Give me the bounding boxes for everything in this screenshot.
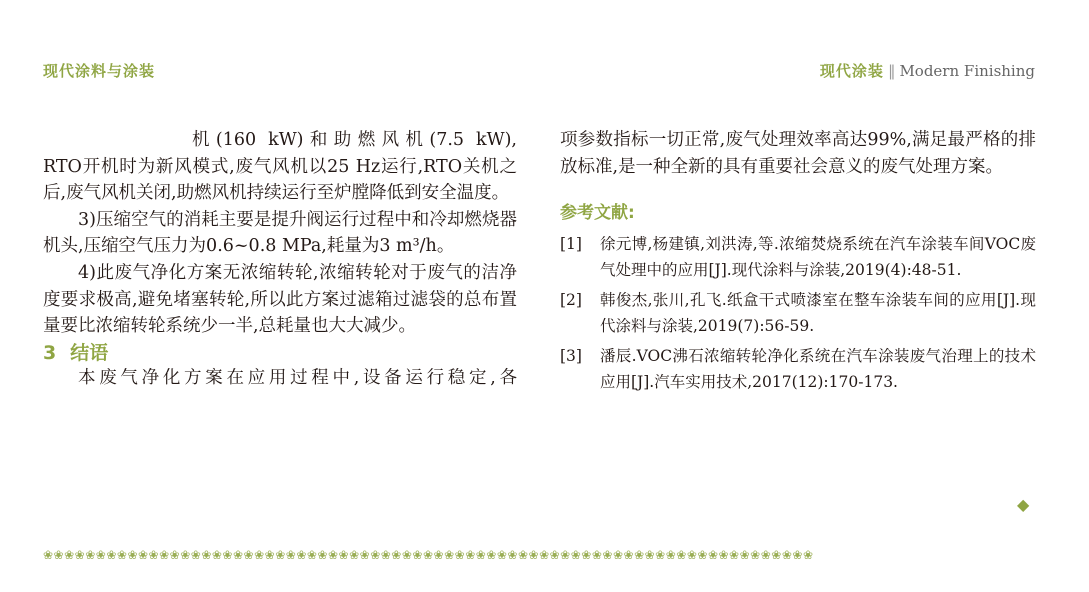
paragraph: RTO开机时为新风模式,废气风机以25 Hz运行,RTO关机之后,废气风机关闭,助燃风机持续运行至炉膛降低到安全温度。 bbox=[43, 156, 517, 204]
reference-text: 潘辰.VOC沸石浓缩转轮净化系统在汽车涂装废气治理上的技术应用[J].汽车实用技术,2017(12):170-173. bbox=[600, 347, 1036, 391]
reference-number: [2] bbox=[560, 291, 582, 310]
references-heading: 参考文献: bbox=[560, 203, 635, 224]
brand-name: 现代涂装 bbox=[819, 62, 884, 80]
paragraph: 本废气净化方案在应用过程中,设备运行稳定,各 bbox=[78, 367, 517, 388]
footer-ornament: ❀❀❀❀❀❀❀❀❀❀❀❀❀❀❀❀❀❀❀❀❀❀❀❀❀❀❀❀❀❀❀❀❀❀❀❀❀❀❀❀❀❀❀❀❀❀❀❀❀❀❀❀❀❀❀❀❀❀❀❀❀❀❀❀❀❀❀❀❀❀❀❀❀ bbox=[43, 548, 814, 562]
section-number: 3 bbox=[43, 341, 57, 364]
reference-number: [3] bbox=[560, 347, 582, 366]
reference-item bbox=[560, 288, 1036, 339]
reference-number: [1] bbox=[560, 235, 582, 254]
reference-item bbox=[560, 344, 1036, 395]
reference-item bbox=[560, 232, 1036, 283]
paragraph: 机(160 kW)和助燃风机(7.5 kW), bbox=[192, 130, 517, 150]
paragraph: 4)此废气净化方案无浓缩转轮,浓缩转轮对于废气的洁净度要求极高,避免堵塞转轮,所以此方案过滤箱过滤袋的总布置量要比浓缩转轮系统少一半,总耗量也大大减少。 bbox=[43, 262, 517, 337]
journal-title: 现代涂料与涂装 bbox=[43, 62, 156, 80]
paragraph: 3)压缩空气的消耗主要是提升阀运行过程中和冷却燃烧器机头,压缩空气压力为0.6~0.8 MPa,耗量为3 m³/h。 bbox=[43, 209, 517, 257]
brand-separator: ‖ bbox=[887, 62, 896, 80]
right-column bbox=[560, 127, 1036, 400]
section-title: 结语 bbox=[70, 341, 109, 364]
reference-text: 徐元博,杨建镇,刘洪涛,等.浓缩焚烧系统在汽车涂装车间VOC废气处理中的应用[J].现代涂料与涂装,2019(4):48-51. bbox=[600, 235, 1036, 279]
journal-brand bbox=[820, 60, 1035, 81]
section-heading bbox=[43, 341, 517, 365]
paragraph: 项参数指标一切正常,废气处理效率高达99%,满足最严格的排放标准,是一种全新的具有重要社会意义的废气处理方案。 bbox=[560, 130, 1036, 177]
reference-text: 韩俊杰,张川,孔飞.纸盒干式喷漆室在整车涂装车间的应用[J].现代涂料与涂装,2019(7):56-59. bbox=[600, 291, 1036, 335]
left-column bbox=[43, 127, 517, 391]
end-diamond-icon: ◆ bbox=[1017, 495, 1030, 514]
brand-english: Modern Finishing bbox=[899, 62, 1035, 80]
